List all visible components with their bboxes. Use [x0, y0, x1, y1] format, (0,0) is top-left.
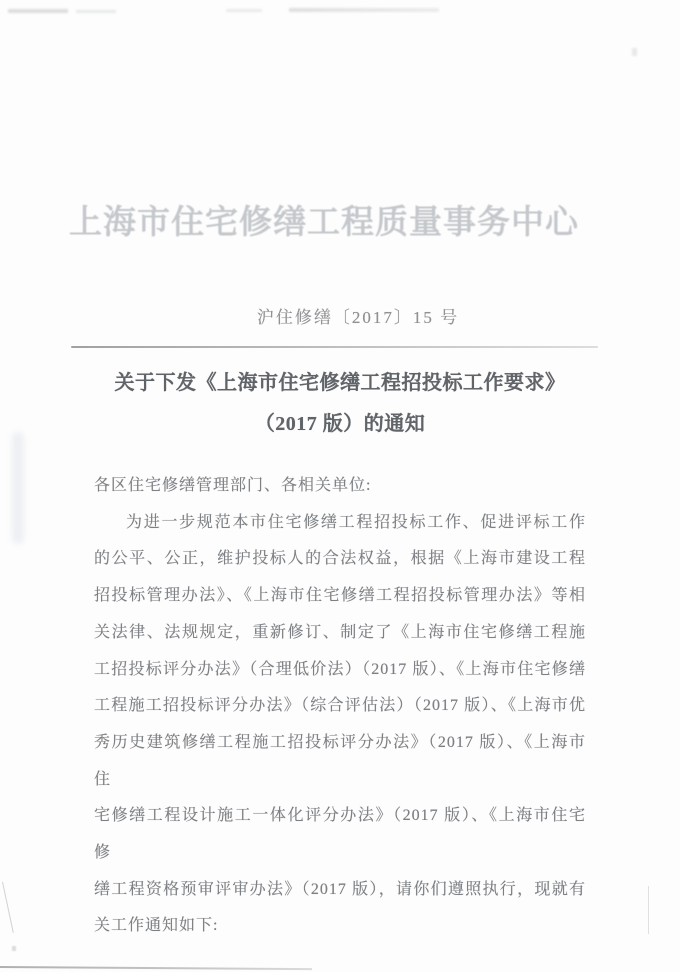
body-line: 为进一步规范本市住宅修缮工程招投标工作、促进评标工作 — [126, 513, 586, 531]
scan-artifact-top-2 — [76, 10, 116, 13]
body-closing-line: 关工作通知如下: — [94, 917, 219, 935]
doc-title-line2: （2017 版）的通知 — [254, 413, 426, 435]
body-line: 工程施工招投标评分办法》（综合评估法）（2017 版）、《上海市优 — [94, 697, 586, 715]
scan-artifact-bottom-left-tick — [12, 946, 16, 951]
scan-artifact-top-4 — [289, 8, 439, 12]
scan-artifact-left-smudge — [12, 432, 24, 544]
scan-artifact-top-3 — [226, 9, 262, 12]
body-line: 工招投标评分办法》（合理低价法）（2017 版）、《上海市住宅修缮 — [94, 660, 586, 678]
body-salutation: 各区住宅修缮管理部门、各相关单位: — [94, 477, 372, 494]
body-line: 的公平、公正，维护投标人的合法权益，根据《上海市建设工程 — [94, 550, 586, 568]
scan-artifact-dot — [632, 48, 637, 56]
scan-artifact-right-edge — [648, 886, 649, 934]
body-text — [94, 468, 586, 945]
doc-title — [10, 363, 670, 445]
header-rule-line — [71, 346, 598, 348]
doc-reference-number: 沪住修缮〔2017〕15 号 — [256, 308, 460, 327]
scan-artifact-bottom-edge — [0, 966, 312, 970]
body-line: 关法律、法规规定，重新修订、制定了《上海市住宅修缮工程施 — [94, 623, 586, 641]
body-line: 招投标管理办法》、《上海市住宅修缮工程招投标管理办法》等相 — [94, 587, 586, 605]
body-line: 秀历史建筑修缮工程施工招投标评分办法》（2017 版）、《上海市住 — [94, 733, 586, 788]
scan-artifact-bottom-left-edge — [2, 882, 14, 933]
body-line: 缮工程资格预审评审办法》（2017 版），请你们遵照执行，现就有 — [94, 880, 586, 898]
doc-title-line1: 关于下发《上海市住宅修缮工程招投标工作要求》 — [114, 372, 566, 394]
letterhead-org-name: 上海市住宅修缮工程质量事务中心 — [69, 205, 579, 241]
body-line: 宅修缮工程设计施工一体化评分办法》（2017 版）、《上海市住宅修 — [94, 807, 586, 862]
scan-artifact-top-1 — [8, 9, 68, 13]
